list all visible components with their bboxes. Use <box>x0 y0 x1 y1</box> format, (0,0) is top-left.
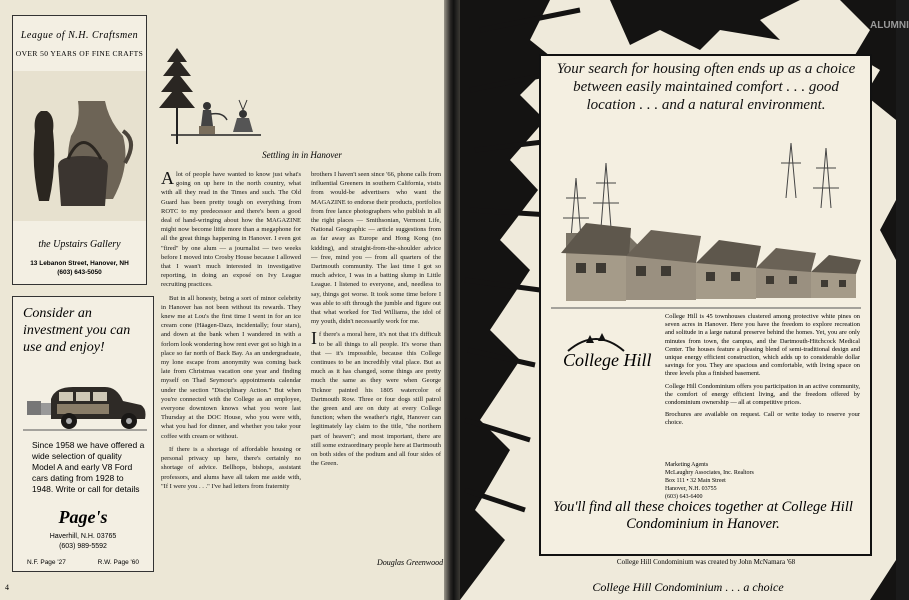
college-hill-paragraph: College Hill Condominium offers you participation in an active community, the comfort of energy efficient living, and the freedom offered by condominium ownership — all at competitive prices. <box>665 382 860 407</box>
pages-refs <box>27 559 139 566</box>
college-hill-brand: College Hill <box>563 350 652 370</box>
pages-ad-headline: Consider an investment you can use and enjoy! <box>23 306 131 355</box>
college-hill-footer: College Hill Condominium . . . a choice <box>592 580 784 594</box>
agent-label: Marketing Agents <box>665 462 709 468</box>
college-hill-headline: Your search for housing often ends up as a choice between easily maintained comfort . . . good location . . . and a natural environment. <box>556 61 856 113</box>
college-hill-paragraph: Brochures are available on request. Call or write today to reserve your choice. <box>665 411 860 427</box>
editorial-column-2 <box>311 170 441 473</box>
townhouse-illustration <box>541 138 866 313</box>
gallery-signature: the Upstairs Gallery <box>38 239 121 250</box>
drop-cap: A <box>161 168 174 188</box>
next-page-peek: ALUMNI <box>870 20 909 31</box>
pages-ad-body: Since 1958 we have offered a wide selection of quality Model A and early V8 Ford cars dating from 1928 to 1948. Write or call for details <box>32 440 145 494</box>
college-hill-body <box>665 313 860 432</box>
gallery-address <box>13 259 146 277</box>
editorial-paragraph: brothers I haven't seen since '66, phone calls from influential Greeners in southern California, visits from would-be advertisers who want the MAGAZINE to endorse their products, portfolios from free lance photographers who publish in all the right places — Smithsonian, Vermont Life, National Geographic — article suggestions from as far away as Europe and Hong Kong (no kidding), and straight-from-the-shoulder advice — free, mind you — from all quarters of the Dartmouth community. The last time I got so much advice, I was in a batting slump in Little League. I listened to everyone, and, needless to say, things got worse. It took some time before I was able to sift through the jumble and figure out that what worked for Ted Williams, the idol of my youth, didn't necessarily work for me. <box>311 171 441 326</box>
agent-city: Hanover, N.H. 03755 <box>665 486 717 492</box>
agent-box: Box 111 • 32 Main Street <box>665 478 726 484</box>
pottery-illustration <box>13 71 146 221</box>
pages-phone: (603) 989-5592 <box>59 543 107 550</box>
crafts-ad <box>12 15 147 285</box>
college-hill-credit: College Hill Condominium was created by John McNamara '68 <box>616 558 796 566</box>
pages-brand: Page's <box>58 507 108 527</box>
gallery-street: 13 Lebanon Street, Hanover, NH <box>30 260 129 267</box>
settling-in-illustration <box>157 40 267 144</box>
college-hill-tagline: You'll find all these choices together at College Hill Condominium in Hanover. <box>553 499 853 532</box>
crafts-ad-subtitle: OVER 50 YEARS OF FINE CRAFTS <box>15 49 144 58</box>
agent-name: McLaughry Associates, Inc. Realtors <box>665 470 754 476</box>
gallery-phone: (603) 643-5050 <box>57 269 102 276</box>
vintage-car-illustration <box>13 377 153 439</box>
drop-cap: I <box>311 328 317 349</box>
book-gutter <box>444 0 460 600</box>
college-hill-logo-icon <box>566 325 626 353</box>
editorial-paragraph: But in all honesty, being a sort of minor celebrity in Hanover has not been without its rewards. They knew me at Lou's the first time I went in for an ice cream cone (Häagen-Dazs, incidentally; four stars), and down at the bank when I wandered in with a forlorn look wondering how rent ever got so high in a place so far north of Back Bay. As an undergraduate, my lone escape from anonymity was coming back late from Christmas vacation one year and finding myself on Thad Seymour's appointments calendar under the section "Disciplinary Action." But when you're connected with the College as an employee, everyone downtown knows what you wore last Thursday at the DOC House, who you were with, what you had for dinner, and whether you take your coffee with cream or without. <box>161 294 301 440</box>
editorial-paragraph: lot of people have wanted to know just what's going on up here in the north country, what with all they read in the Times and such. The Old Guard has been pretty tough on everything from ROTC to my predecessor and there's been a good deal of hand-wringing about how the MAGAZINE might now become little more than a megaphone for all the great things happening in Hanover. I even got "fired" by one alum — a journalist — two weeks before I moved into Crosby House because I allowed that I wasn't much interested in investigative reporting, in doing an exposé on Ivy League recruiting practices. <box>161 171 301 289</box>
pages-ref-left: N.F. Page '27 <box>27 559 66 566</box>
pages-cars-ad <box>12 296 154 572</box>
crafts-ad-title: League of N.H. Craftsmen <box>20 30 139 41</box>
marketing-agent-block <box>665 461 754 501</box>
editorial-column-1 <box>161 170 301 495</box>
editorial-paragraph: f there's a moral here, it's not that it's difficult to be all things to all people. It's worse than that — it's impossible, because this College continues to be an incredibly vital place. But as much as it has changed, some things are pretty much the same as they were when George Ticknor painted his 1805 watercolor of Dartmouth Row. Three or four dogs still patrol the green and are on duty at every College function; when the weather's right, Hanover can legitimately lay claim to the title, "the northern part of heaven"; and most important, there are still some extraordinary people here at Dartmouth on both sides of the podium and all four sides of the Green. <box>311 331 441 468</box>
editorial-title: Settling in in Hanover <box>262 150 342 160</box>
editor-signature: Douglas Greenwood <box>377 558 444 567</box>
college-hill-paragraph: College Hill is 45 townhouses clustered among protective white pines on seven acres in Hanover. Here you have the freedom to explore recreation and solitude in a large natural preserve behind the homes. Yet, you are only minutes from town, the campus, and the Dartmouth-Hitchcock Medical Center. The houses feature a pleasing blend of semi-traditional design and unique energy efficient construction, which adds up to considerable dollar savings for you. They are spacious and comfortable, with living space on three levels plus a finished basement. <box>665 313 860 378</box>
pages-ref-right: R.W. Page '60 <box>97 559 139 566</box>
pages-address <box>13 532 153 552</box>
editorial-paragraph: If there is a shortage of affordable housing or personal privacy up here, there's certainly no shortage of advice. Bellhops, bishops, assistant professors, and alums have all taken me aside with, "If I were you . . ." I've had letters from fraternity <box>161 445 301 490</box>
page-number: 4 <box>5 583 9 592</box>
pages-city: Haverhill, N.H. 03765 <box>49 533 117 540</box>
agent-phone: (603) 643-6400 <box>665 494 703 500</box>
left-page <box>0 0 444 600</box>
